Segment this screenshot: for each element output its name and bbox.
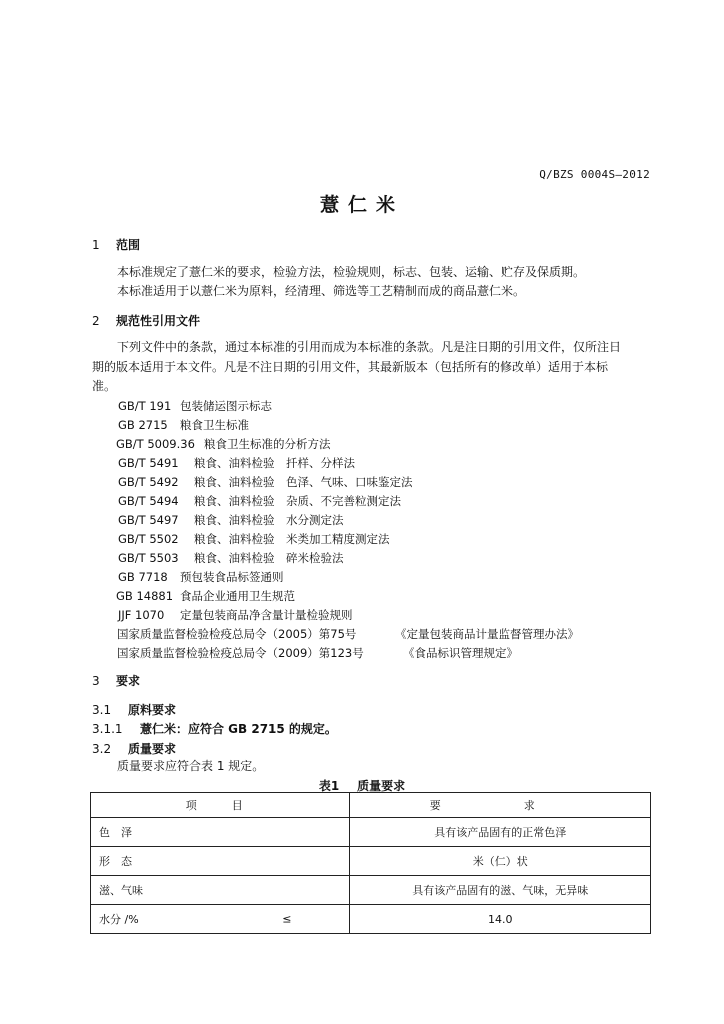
subsection-number: 3.1 bbox=[92, 703, 112, 717]
reference-title: 预包装食品标签通则 bbox=[180, 570, 284, 584]
paragraph-line: 准。 bbox=[92, 379, 117, 393]
reference-item bbox=[118, 607, 353, 623]
reference-item bbox=[117, 626, 579, 642]
subsection-3-1-1 bbox=[92, 720, 337, 737]
row-requirement: 米（仁）状 bbox=[350, 847, 651, 876]
reference-code: GB/T 5009.36 bbox=[116, 437, 195, 451]
reference-item bbox=[117, 645, 518, 661]
standard-number: Q/BZS 0004S—2012 bbox=[539, 168, 650, 181]
row-item: 色 泽 bbox=[91, 818, 350, 847]
row-item: 滋、气味 bbox=[91, 876, 350, 905]
reference-title: 定量包装商品净含量计量检验规则 bbox=[180, 608, 353, 622]
reference-code: GB/T 5491 bbox=[118, 456, 179, 470]
subsection-3-1-heading bbox=[92, 701, 176, 718]
reference-title: 粮食卫生标准的分析方法 bbox=[204, 437, 331, 451]
table-header-row bbox=[91, 793, 651, 818]
reference-code: GB/T 191 bbox=[118, 399, 172, 413]
table-row bbox=[91, 876, 651, 905]
reference-code: GB 14881 bbox=[116, 589, 174, 603]
reference-item bbox=[118, 398, 272, 414]
reference-title: 粮食、油料检验 水分测定法 bbox=[194, 513, 344, 527]
less-equal-symbol: ≤ bbox=[282, 912, 292, 926]
reference-title: 粮食卫生标准 bbox=[180, 418, 249, 432]
subsection-3-2-heading bbox=[92, 740, 176, 757]
section-number: 1 bbox=[92, 238, 100, 252]
row-requirement: 14.0 bbox=[350, 905, 651, 934]
reference-code: GB/T 5502 bbox=[118, 532, 179, 546]
reference-item bbox=[118, 493, 401, 509]
reference-title: 粮食、油料检验 扦样、分样法 bbox=[194, 456, 355, 470]
row-item-label: 水分 /% bbox=[99, 913, 139, 926]
table-title: 质量要求 bbox=[357, 779, 406, 793]
subsection-title: 原料要求 bbox=[128, 703, 177, 717]
header-item: 项 目 bbox=[91, 793, 350, 818]
reference-title: 粮食、油料检验 杂质、不完善粒测定法 bbox=[194, 494, 401, 508]
reference-item bbox=[118, 417, 249, 433]
section-number: 3 bbox=[92, 674, 100, 688]
table-row bbox=[91, 847, 651, 876]
reference-item bbox=[118, 569, 284, 585]
paragraph-line: 下列文件中的条款，通过本标准的引用而成为本标准的条款。凡是注日期的引用文件，仅所注日 bbox=[117, 340, 622, 354]
paragraph: 本标准适用于以薏仁米为原料，经清理、筛选等工艺精制而成的商品薏仁米。 bbox=[117, 284, 526, 298]
paragraph: 质量要求应符合表 1 规定。 bbox=[117, 759, 265, 773]
reference-title: 《定量包装商品计量监督管理办法》 bbox=[395, 627, 579, 641]
reference-title: 粮食、油料检验 米类加工精度测定法 bbox=[194, 532, 390, 546]
table-number: 表1 bbox=[318, 779, 340, 793]
section-3-heading bbox=[92, 672, 140, 689]
section-title: 范围 bbox=[116, 238, 141, 252]
reference-code: GB/T 5503 bbox=[118, 551, 179, 565]
reference-code: GB 7718 bbox=[118, 570, 168, 584]
table-row bbox=[91, 905, 651, 934]
row-requirement: 具有该产品固有的滋、气味，无异味 bbox=[350, 876, 651, 905]
table-row bbox=[91, 818, 651, 847]
section-number: 2 bbox=[92, 314, 100, 328]
reference-item bbox=[118, 455, 355, 471]
reference-title: 粮食、油料检验 色泽、气味、口味鉴定法 bbox=[194, 475, 413, 489]
reference-item bbox=[118, 474, 413, 490]
subsection-text: 薏仁米：应符合 GB 2715 的规定。 bbox=[140, 722, 337, 736]
row-item bbox=[91, 905, 350, 934]
reference-code: GB 2715 bbox=[118, 418, 168, 432]
reference-code: GB/T 5497 bbox=[118, 513, 179, 527]
row-item: 形 态 bbox=[91, 847, 350, 876]
header-requirement: 要 求 bbox=[350, 793, 651, 818]
reference-title: 粮食、油料检验 碎米检验法 bbox=[194, 551, 344, 565]
section-title: 规范性引用文件 bbox=[116, 314, 201, 328]
section-2-heading bbox=[92, 312, 200, 329]
section-title: 要求 bbox=[116, 674, 141, 688]
reference-item bbox=[118, 550, 344, 566]
reference-title: 《食品标识管理规定》 bbox=[403, 646, 518, 660]
section-1-heading bbox=[92, 236, 140, 253]
paragraph: 本标准规定了薏仁米的要求，检验方法，检验规则，标志、包装、运输、贮存及保质期。 bbox=[117, 265, 586, 279]
reference-code: JJF 1070 bbox=[118, 608, 165, 622]
subsection-number: 3.2 bbox=[92, 742, 112, 756]
reference-title: 包装储运图示标志 bbox=[180, 399, 272, 413]
reference-code: 国家质量监督检验检疫总局令（2005）第75号 bbox=[117, 627, 357, 641]
reference-code: 国家质量监督检验检疫总局令（2009）第123号 bbox=[117, 646, 364, 660]
reference-item bbox=[118, 531, 390, 547]
reference-item bbox=[116, 588, 295, 604]
reference-item bbox=[116, 436, 331, 452]
reference-code: GB/T 5492 bbox=[118, 475, 179, 489]
row-requirement: 具有该产品固有的正常色泽 bbox=[350, 818, 651, 847]
paragraph-line: 期的版本适用于本文件。凡是不注日期的引用文件，其最新版本（包括所有的修改单）适用于本标 bbox=[92, 360, 609, 374]
subsection-number: 3.1.1 bbox=[92, 722, 123, 736]
reference-item bbox=[118, 512, 344, 528]
reference-code: GB/T 5494 bbox=[118, 494, 179, 508]
quality-requirements-table bbox=[90, 792, 651, 934]
subsection-title: 质量要求 bbox=[128, 742, 177, 756]
reference-title: 食品企业通用卫生规范 bbox=[180, 589, 295, 603]
document-title: 薏仁米 bbox=[319, 194, 404, 216]
